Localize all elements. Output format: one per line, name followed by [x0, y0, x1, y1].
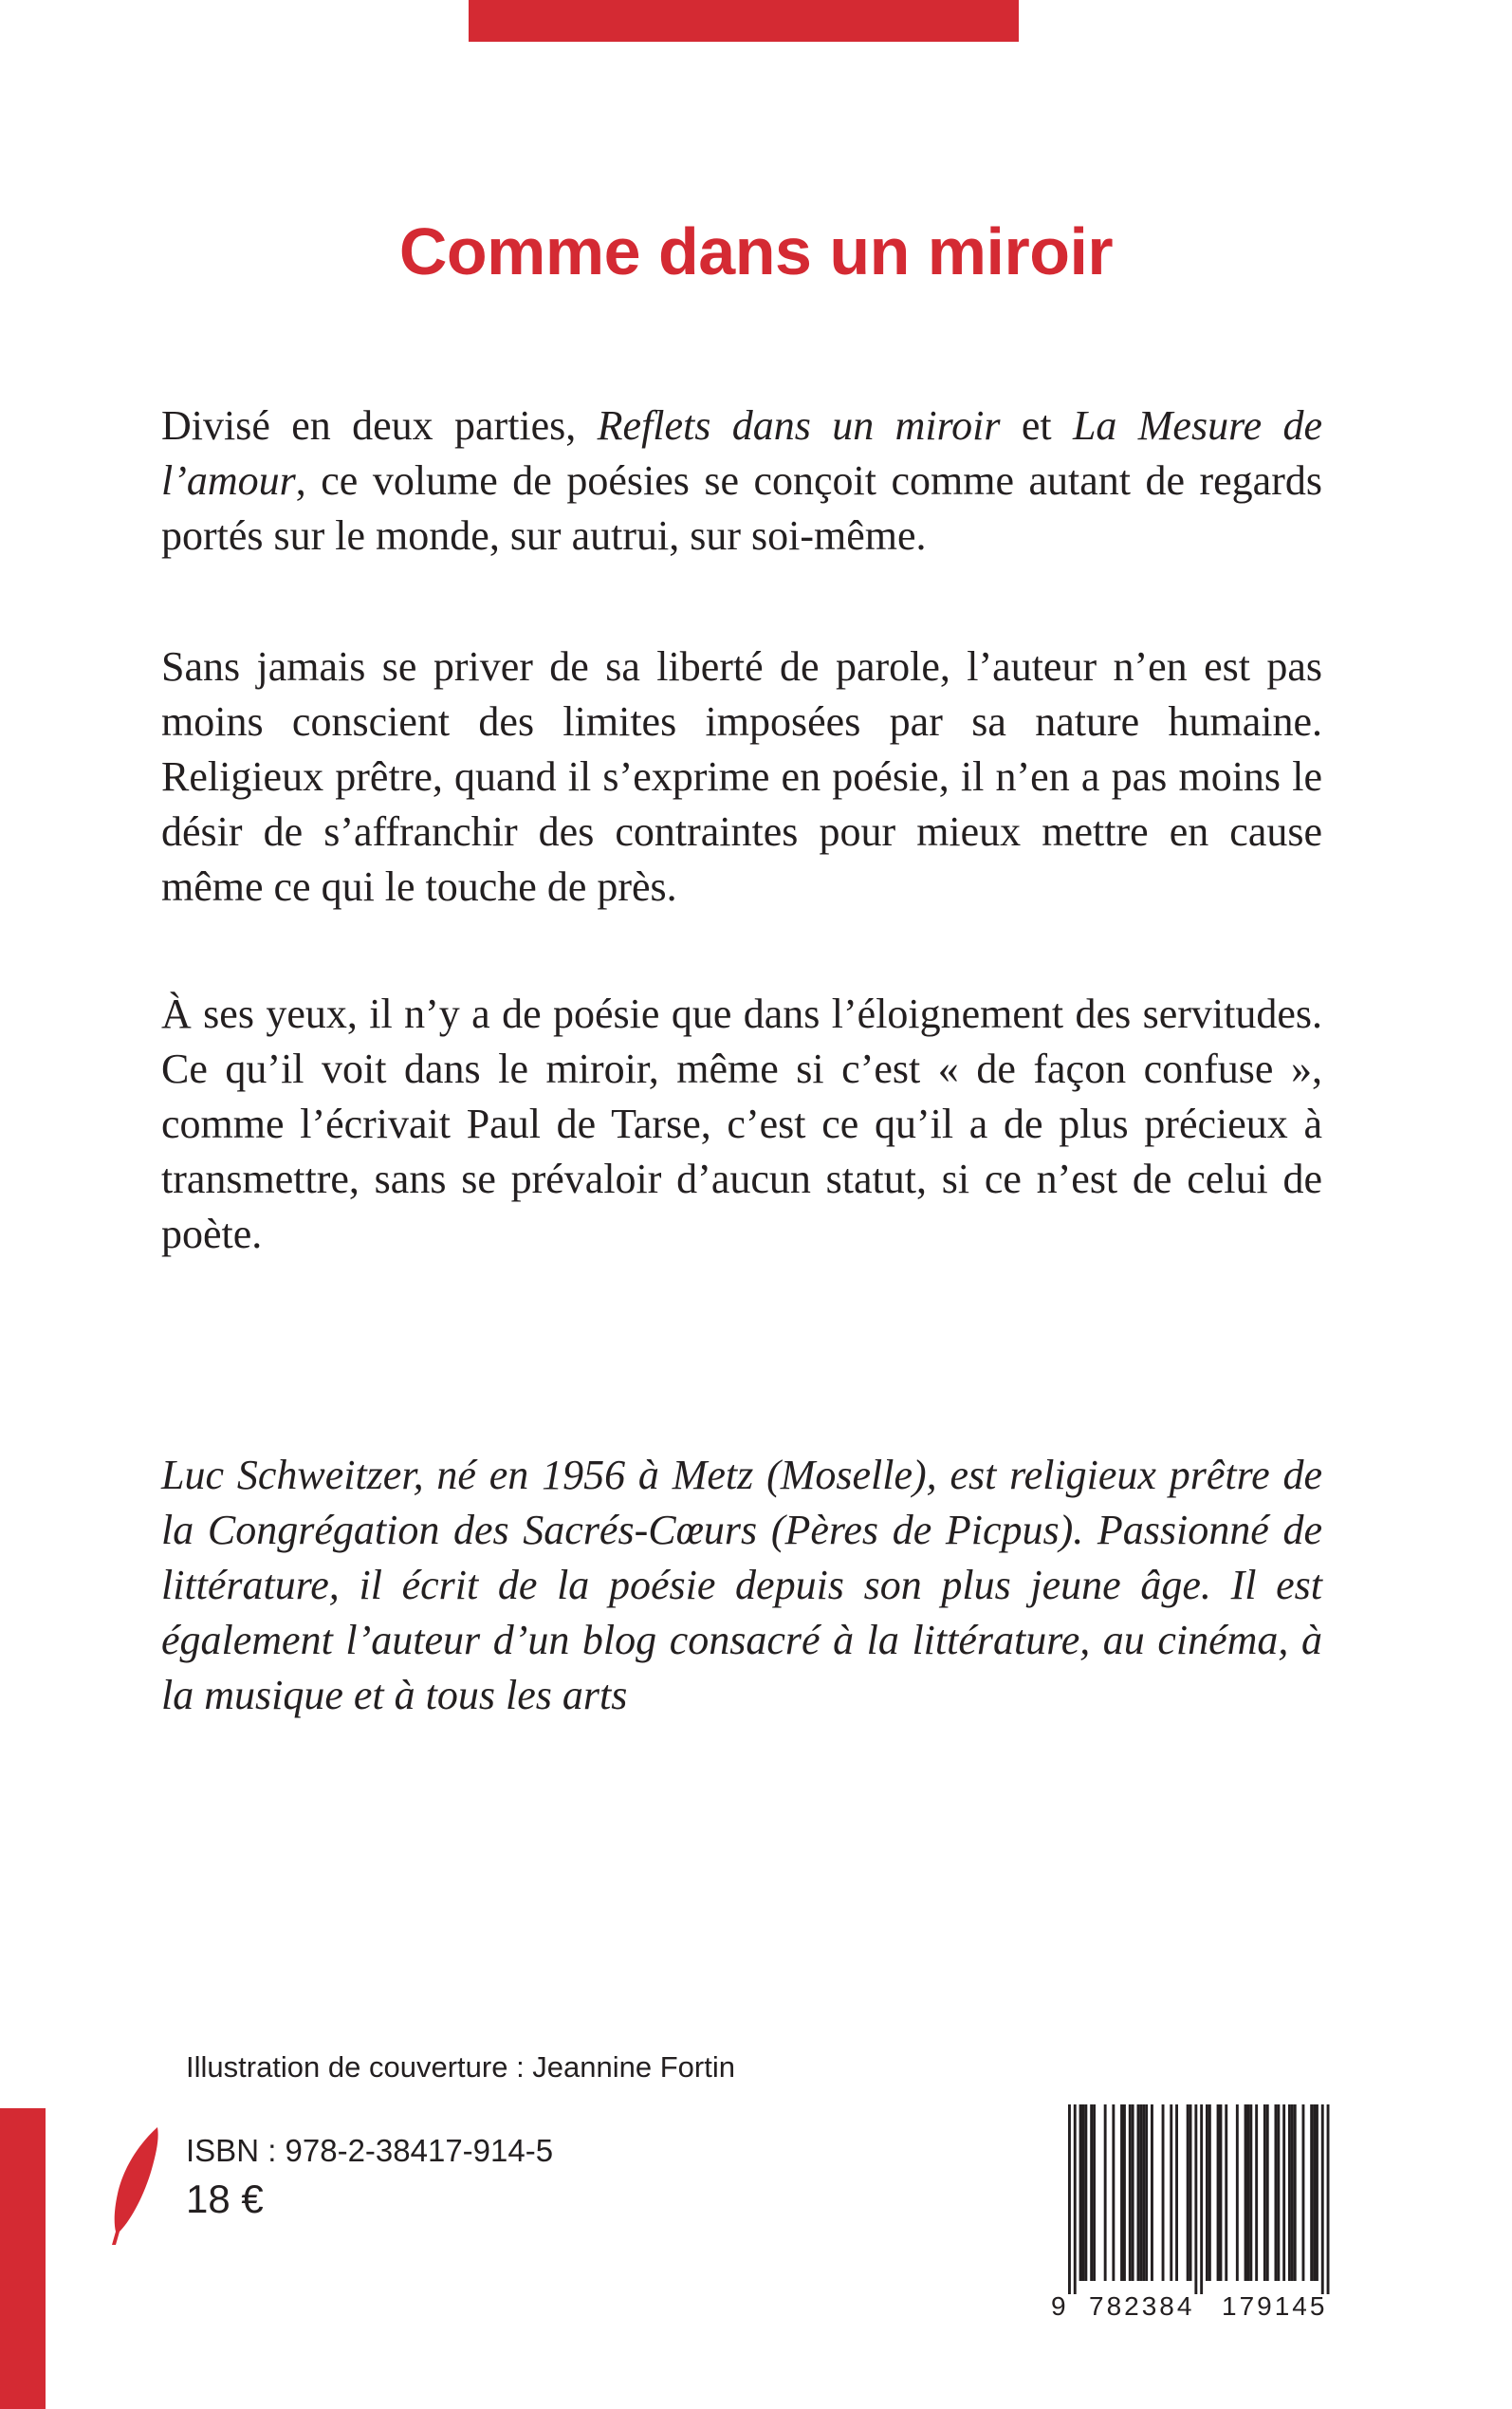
barcode-bar — [1074, 2104, 1077, 2294]
barcode-bar — [1206, 2104, 1208, 2281]
author-bio: Luc Schweitzer, né en 1956 à Metz (Moselle), est religieux prêtre de la Congrégation des Sacrés-Cœurs (Pères de Picpus). Passionné de littérature, il écrit de la poésie depuis son plus jeune âge. Il est également l’auteur d’un blog consacré à la littérature, au cinéma, à la musique et à tous les arts — [161, 1452, 1322, 1718]
barcode-right-digits: 179145 — [1222, 2291, 1328, 2321]
left-accent-band — [0, 2108, 46, 2409]
price: 18 € — [186, 2177, 264, 2221]
barcode-bar — [1079, 2104, 1082, 2281]
illustration-credit: Illustration de couverture : Jeannine Fortin — [186, 2050, 735, 2084]
barcode-bar — [1277, 2104, 1280, 2281]
barcode-bar — [1123, 2104, 1126, 2281]
blurb-p1-part-title-1: Reflets dans un miroir — [597, 402, 1001, 449]
barcode-bar — [1082, 2104, 1085, 2281]
barcode-bars — [1051, 2104, 1345, 2294]
barcode — [1051, 2104, 1345, 2323]
barcode-bar — [1288, 2104, 1291, 2281]
barcode-bar — [1275, 2104, 1278, 2281]
barcode-bar — [1084, 2104, 1087, 2281]
barcode-first-digit: 9 — [1051, 2291, 1066, 2321]
blurb-p1-text-a: Divisé en deux parties, — [161, 402, 598, 449]
barcode-bar — [1175, 2104, 1178, 2281]
blurb-paragraph-3: À ses yeux, il n’y a de poésie que dans l’éloignement des servitudes. Ce qu’il voit dans le miroir, même si c’est « de façon confuse », comme l’écrivait Paul de Tarse, c’est ce qu’il a de plus précieux à transmettre, sans se prévaloir d’aucun statut, si ce n’est de celui de poète. — [161, 991, 1322, 1257]
barcode-bar — [1225, 2104, 1227, 2281]
barcode-left-digits: 782384 — [1089, 2291, 1195, 2321]
barcode-bar — [1310, 2104, 1313, 2281]
blurb-p1-text-b: et — [1000, 402, 1073, 449]
barcode-bar — [1139, 2104, 1142, 2281]
barcode-bar — [1220, 2104, 1223, 2281]
barcode-bar — [1327, 2104, 1330, 2294]
barcode-bar — [1200, 2104, 1203, 2294]
blurb-paragraph-2: Sans jamais se priver de sa liberté de parole, l’auteur n’en est pas moins conscient des limites imposées par sa nature humaine. Religieux prêtre, quand il s’exprime en poésie, il n’en a pas moins le désir de s’affranchir des contraintes pour mieux mettre en cause même ce qui le touche de près. — [161, 643, 1322, 910]
blurb-p1-text-c: , ce volume de poésies se conçoit comme autant de regards portés sur le monde, sur autrui, sur soi-même. — [161, 457, 1322, 559]
barcode-bar — [1120, 2104, 1123, 2281]
barcode-bar — [1302, 2104, 1305, 2281]
barcode-bar — [1208, 2104, 1211, 2281]
barcode-bar — [1112, 2104, 1115, 2281]
barcode-bar — [1142, 2104, 1145, 2281]
barcode-bar — [1249, 2104, 1252, 2281]
book-title: Comme dans un miroir — [398, 213, 1114, 288]
barcode-bar — [1090, 2104, 1093, 2281]
barcode-bar — [1316, 2104, 1318, 2281]
barcode-bar — [1068, 2104, 1071, 2294]
barcode-bar — [1145, 2104, 1148, 2281]
barcode-bar — [1129, 2104, 1132, 2281]
top-accent-band — [469, 0, 1019, 42]
barcode-bar — [1104, 2104, 1107, 2281]
barcode-bar — [1321, 2104, 1324, 2294]
blurb-p1-part-title-2: La Mesure de l’amour — [161, 402, 1322, 504]
barcode-bar — [1217, 2104, 1220, 2281]
barcode-bar — [1313, 2104, 1316, 2281]
barcode-bar — [1245, 2104, 1247, 2281]
barcode-bar — [1093, 2104, 1096, 2281]
barcode-bar — [1282, 2104, 1285, 2281]
barcode-bar — [1291, 2104, 1294, 2281]
barcode-bar — [1137, 2104, 1140, 2281]
barcode-bar — [1266, 2104, 1269, 2281]
barcode-bar — [1132, 2104, 1134, 2281]
barcode-bar — [1189, 2104, 1192, 2281]
barcode-bar — [1236, 2104, 1239, 2281]
barcode-digits — [1051, 2290, 1345, 2323]
barcode-bar — [1247, 2104, 1250, 2281]
barcode-bar — [1194, 2104, 1197, 2294]
barcode-bar — [1151, 2104, 1153, 2281]
barcode-bar — [1170, 2104, 1172, 2281]
feather-icon — [102, 2125, 163, 2247]
barcode-bar — [1255, 2104, 1258, 2281]
isbn: ISBN : 978-2-38417-914-5 — [186, 2133, 554, 2168]
barcode-bar — [1162, 2104, 1165, 2281]
barcode-bar — [1294, 2104, 1297, 2281]
barcode-bar — [1263, 2104, 1266, 2281]
blurb-paragraph-1 — [161, 398, 1322, 564]
barcode-bar — [1187, 2104, 1189, 2281]
